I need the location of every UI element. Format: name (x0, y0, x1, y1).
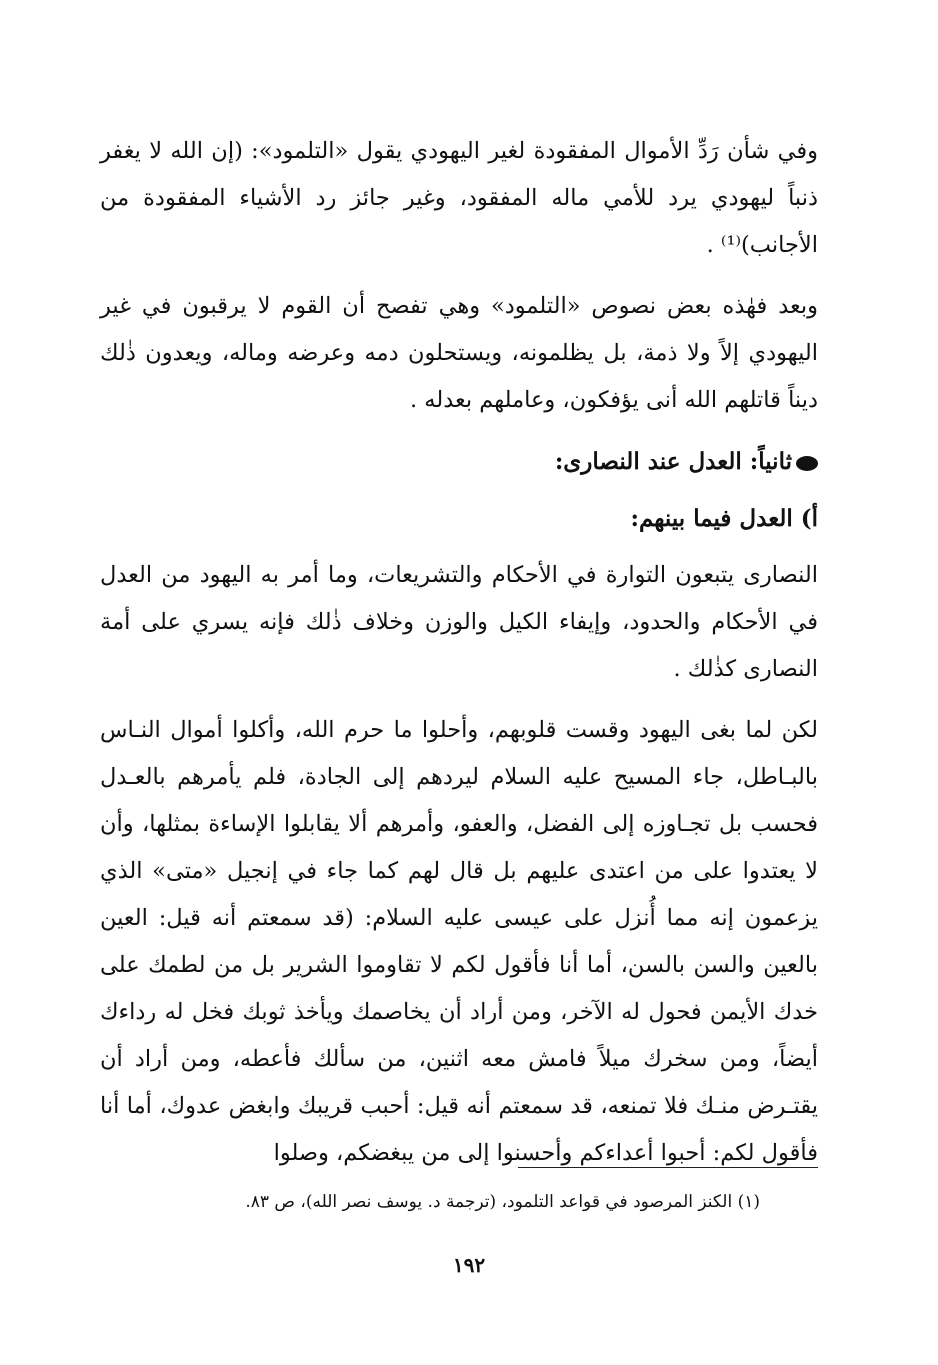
paragraph-talmud-lost-property: وفي شأن رَدِّ الأموال المفقودة لغير اليهودي يقول «التلمود»: (إن الله لا يغفر ذنباً ليهودي يرد للأمي ماله المفقود، وغير جائز رد الأشياء المفقودة من الأجانب)⁽¹⁾ . (100, 138, 818, 258)
main-text (100, 128, 818, 1191)
paragraph-talmud-summary: وبعد فهٰذه بعض نصوص «التلمود» وهي تفصح أن القوم لا يرقبون في غير اليهودي إلاً ولا ذمة، بل يظلمونه، ويستحلون دمه وعرضه وماله، ويعدون ذٰلك ديناً قاتلهم الله أنى يؤفكون، وعاملهم بعدله . (100, 293, 818, 413)
section-heading (100, 438, 818, 485)
page-number: ١٩٢ (452, 1253, 486, 1277)
footnote-divider (518, 1167, 818, 1168)
section-heading-text: ثانياً: العدل عند النصارى: (554, 448, 792, 475)
paragraph-christians-torah: النصارى يتبعون التوارة في الأحكام والتشريعات، وما أمر به اليهود من العدل في الأحكام والحدود، وإيفاء الكيل والوزن وخلاف ذٰلك فإنه يسري على أمة النصارى كذٰلك . (100, 562, 818, 682)
bullet-icon (796, 456, 818, 471)
subsection-heading: أ) العدل فيما بينهم: (630, 505, 818, 532)
paragraph-messiah-teachings: لكن لما بغى اليهود وقست قلوبهم، وأحلوا ما حرم الله، وأكلوا أموال النـاس بالبـاطل، جاء المسيح عليه السلام ليردهم إلى الجادة، فلم يأمرهم بالعـدل فحسب بل تجـاوزه إلى الفضل، والعفو، وأمرهم ألا يقابلوا الإساءة بمثلها، وأن لا يعتدوا على من اعتدى عليهم بل قال لهم كما جاء في إنجيل «متى» الذي يزعمون إنه مما أُنزل على عيسى عليه السلام: (قد سمعتم أنه قيل: العين بالعين والسن بالسن، أما أنا فأقول لكم لا تقاوموا الشرير بل من لطمك على خدك الأيمن فحول له الآخر، ومن أراد أن يخاصمك ويأخذ ثوبك فخل له رداءك أيضاً، ومن سخرك ميلاً فامش معه اثنين، من سألك فأعطه، ومن أراد أن يقتـرض منـك فلا تمنعه، قد سمعتم أنه قيل: أحبب قريبك وابغض عدوك، أما أنا فأقول لكم: أحبوا أعداءكم وأحسنوا إلى من يبغضكم، وصلوا (100, 717, 818, 1166)
footnote: (١) الكنز المرصود في قواعد التلمود، (ترجمة د. يوسف نصر الله)، ص ٨٣. (245, 1192, 760, 1212)
